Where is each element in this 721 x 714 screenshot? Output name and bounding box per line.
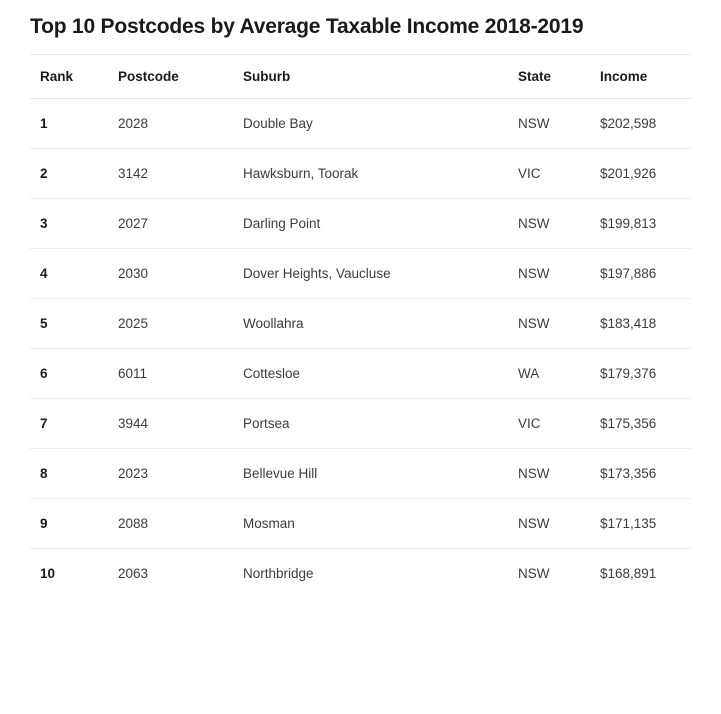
cell-postcode: 2023 [118, 449, 243, 499]
cell-suburb: Northbridge [243, 566, 314, 582]
cell-income: $168,891 [600, 566, 657, 582]
cell-postcode: 6011 [118, 349, 243, 399]
top-postcodes-table [30, 55, 691, 598]
column-header-rank: Rank [30, 55, 118, 99]
cell-postcode: 2025 [118, 299, 243, 349]
cell-suburb: Mosman [243, 499, 518, 549]
cell-income: $202,598 [600, 99, 691, 149]
table-row [30, 249, 691, 299]
cell-postcode: 2028 [118, 99, 243, 149]
column-header-state: State [518, 55, 600, 99]
cell-rank: 10 [40, 566, 56, 582]
cell-state: NSW [518, 449, 600, 499]
cell-suburb: Portsea [243, 399, 518, 449]
cell-state: VIC [518, 399, 600, 449]
table-header-row [30, 55, 691, 99]
cell-suburb: Hawksburn, Toorak [243, 149, 518, 199]
cell-rank: 7 [30, 399, 118, 449]
cell-income: $175,356 [600, 399, 691, 449]
cell-suburb: Double Bay [243, 99, 518, 149]
cell-postcode: 3944 [118, 399, 243, 449]
cell-suburb: Woollahra [243, 299, 518, 349]
cell-rank: 4 [30, 249, 118, 299]
cell-income: $179,376 [600, 349, 691, 399]
cell-rank: 3 [30, 199, 118, 249]
table-row [30, 99, 691, 149]
cell-postcode: 3142 [118, 149, 243, 199]
cell-state: NSW [518, 199, 600, 249]
cell-postcode: 2063 [118, 566, 149, 582]
column-header-postcode: Postcode [118, 55, 243, 99]
cell-state: NSW [518, 99, 600, 149]
table-body [30, 99, 691, 599]
cell-suburb: Cottesloe [243, 349, 518, 399]
table-row [30, 449, 691, 499]
table-row [30, 149, 691, 199]
column-header-income: Income [600, 55, 691, 99]
table-row [30, 549, 691, 599]
cell-state: VIC [518, 149, 600, 199]
page-title: Top 10 Postcodes by Average Taxable Income 2018-2019 [30, 15, 584, 38]
table-row [30, 499, 691, 549]
cell-income: $173,356 [600, 449, 691, 499]
cell-rank: 1 [30, 99, 118, 149]
cell-postcode: 2027 [118, 199, 243, 249]
table-row [30, 349, 691, 399]
table-row [30, 299, 691, 349]
cell-state: NSW [518, 499, 600, 549]
cell-suburb: Dover Heights, Vaucluse [243, 249, 518, 299]
cell-rank: 6 [30, 349, 118, 399]
table-row [30, 199, 691, 249]
cell-suburb: Darling Point [243, 199, 518, 249]
cell-rank: 8 [30, 449, 118, 499]
column-header-suburb: Suburb [243, 55, 518, 99]
cell-rank: 9 [30, 499, 118, 549]
cell-income: $199,813 [600, 199, 691, 249]
cell-income: $171,135 [600, 499, 691, 549]
table-header [30, 55, 691, 99]
cell-state: NSW [518, 249, 600, 299]
cell-income: $201,926 [600, 149, 691, 199]
cell-state: NSW [518, 299, 600, 349]
cell-income: $183,418 [600, 299, 691, 349]
table-row [30, 399, 691, 449]
cell-suburb: Bellevue Hill [243, 449, 518, 499]
cell-rank: 5 [30, 299, 118, 349]
cell-postcode: 2030 [118, 249, 243, 299]
cell-postcode: 2088 [118, 499, 243, 549]
cell-income: $197,886 [600, 249, 691, 299]
cell-rank: 2 [30, 149, 118, 199]
cell-state: NSW [518, 566, 550, 582]
cell-state: WA [518, 349, 600, 399]
